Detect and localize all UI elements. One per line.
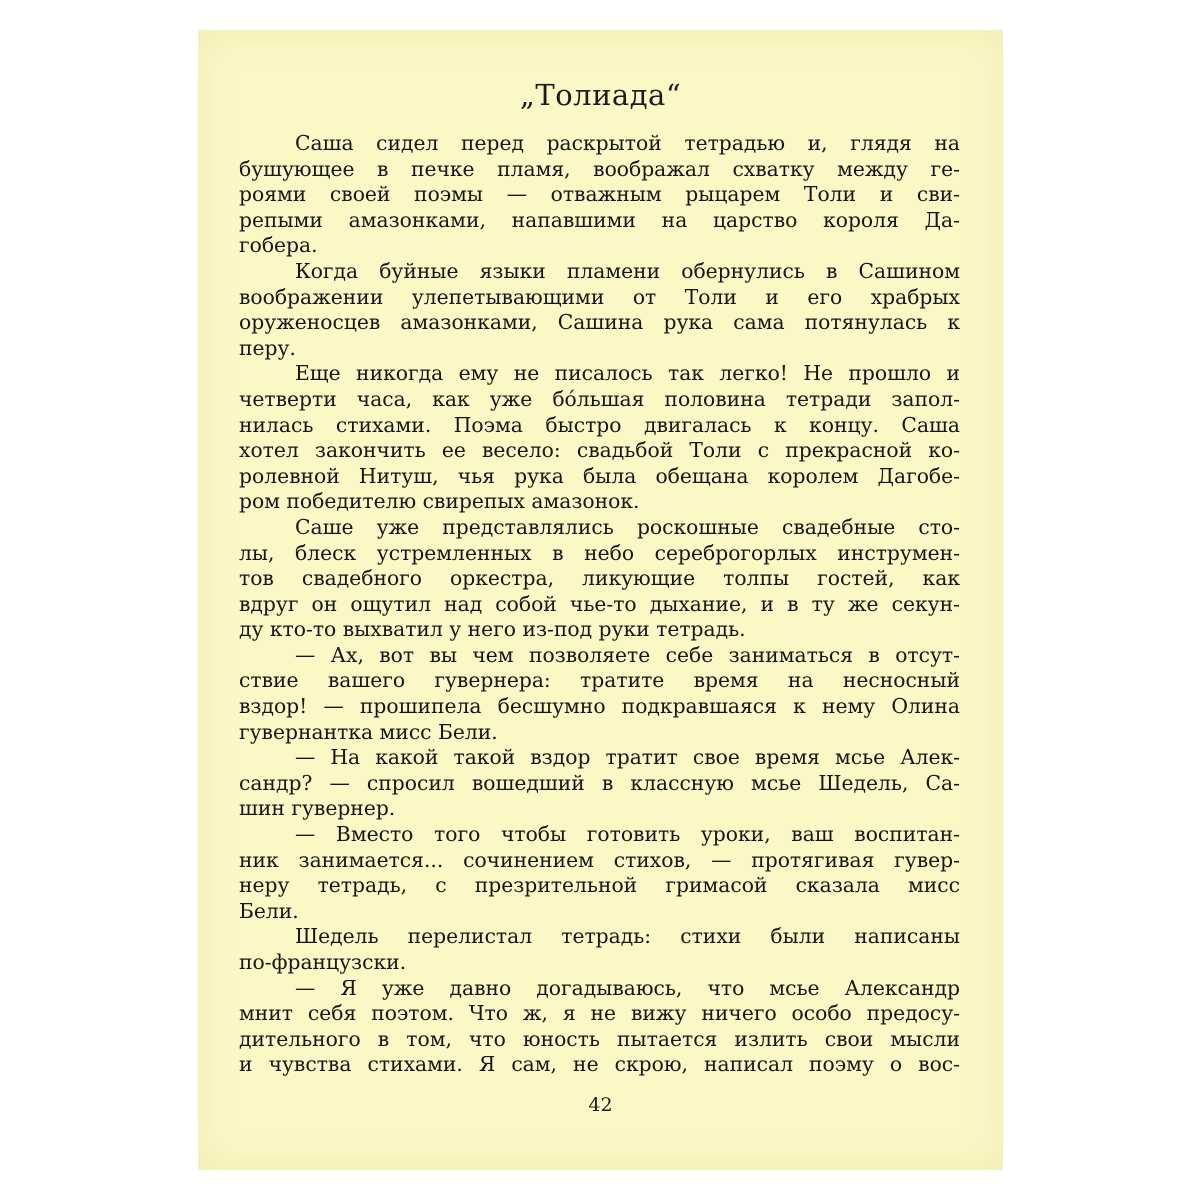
text-line: ром победителю свирепых амазонок. bbox=[239, 489, 640, 514]
text-line: Еще никогда ему не писалось так легко! Не прошло и bbox=[295, 361, 960, 386]
text-line: дительного в том, что юность пытается излить свои мысли bbox=[239, 1026, 960, 1051]
text-line: нилась стихами. Поэма быстро двигалась к концу. Саша bbox=[239, 412, 960, 437]
text-line: по-французски. bbox=[239, 950, 407, 974]
text-line: Шедель перелистал тетрадь: стихи были написаны bbox=[295, 924, 960, 949]
text-line: Саша сидел перед раскрытой тетрадью и, глядя на bbox=[295, 131, 960, 155]
text-line: перу. bbox=[239, 335, 296, 360]
text-line: Бели. bbox=[239, 898, 299, 923]
book-page bbox=[198, 30, 1003, 1170]
text-line: бушующее в печке пламя, воображал схватку между ге- bbox=[239, 156, 960, 181]
text-line: ствие вашего гувернера: тратите время на несносный bbox=[239, 668, 960, 693]
body-text bbox=[239, 131, 960, 1078]
text-line: лы, блеск устремленных в небо сереброгорлых инструмен- bbox=[239, 540, 960, 565]
text-line: и чувства стихами. Я сам, не скрою, написал поэму о вос- bbox=[239, 1052, 960, 1077]
text-line: Саше уже представлялись роскошные свадебные сто- bbox=[295, 514, 960, 539]
text-line: тов свадебного оркестра, ликующие толпы гостей, как bbox=[239, 566, 960, 591]
text-line: вдруг он ощутил над собой чье-то дыхание, и в ту же секун- bbox=[239, 591, 960, 616]
text-line: ник занимается... сочинением стихов, — протягивая гувер- bbox=[239, 847, 960, 872]
text-line: ролевной Нитуш, чья рука была обещана королем Дагобе- bbox=[239, 463, 960, 488]
text-line: Когда буйные языки пламени обернулись в Сашином bbox=[295, 258, 960, 283]
text-line: неру тетрадь, с презрительной гримасой сказала мисс bbox=[239, 873, 960, 898]
text-line: хотел закончить ее весело: свадьбой Толи с прекрасной ко- bbox=[239, 438, 960, 463]
text-line: оруженосцев амазонками, Сашина рука сама потянулась к bbox=[239, 310, 960, 335]
page-number: 42 bbox=[588, 1094, 613, 1116]
chapter-title: „Толиада“ bbox=[519, 78, 682, 112]
text-line: гувернантка мисс Бели. bbox=[239, 719, 498, 744]
text-line: — Я уже давно догадываюсь, что мсье Александр bbox=[295, 975, 960, 1000]
text-line: мнит себя поэтом. Что ж, я не вижу ничего особо предосу- bbox=[239, 1001, 960, 1026]
text-line: шин гувернер. bbox=[239, 796, 396, 821]
text-line: воображении улепетывающими от Толи и его храбрых bbox=[239, 284, 960, 309]
text-line: гобера. bbox=[239, 233, 318, 258]
text-line: ду кто-то выхватил у него из-под руки тетрадь. bbox=[239, 617, 746, 642]
text-line: — На какой такой вздор тратит свое время мсье Алек- bbox=[295, 745, 960, 770]
text-line: — Ах, вот вы чем позволяете себе заниматься в отсут- bbox=[295, 642, 960, 667]
text-line: — Вместо того чтобы готовить уроки, ваш воспитан- bbox=[295, 822, 960, 847]
text-line: роями своей поэмы — отважным рыцарем Толи и сви- bbox=[239, 182, 960, 207]
text-line: репыми амазонками, напавшими на царство короля Да- bbox=[239, 207, 960, 232]
text-line: вздор! — прошипела бесшумно подкравшаяся к нему Олина bbox=[239, 694, 960, 719]
text-line: четверти часа, как уже бо́льшая половина тетради запол- bbox=[239, 386, 960, 411]
text-line: сандр? — спросил вошедший в классную мсье Шедель, Са- bbox=[239, 770, 960, 795]
